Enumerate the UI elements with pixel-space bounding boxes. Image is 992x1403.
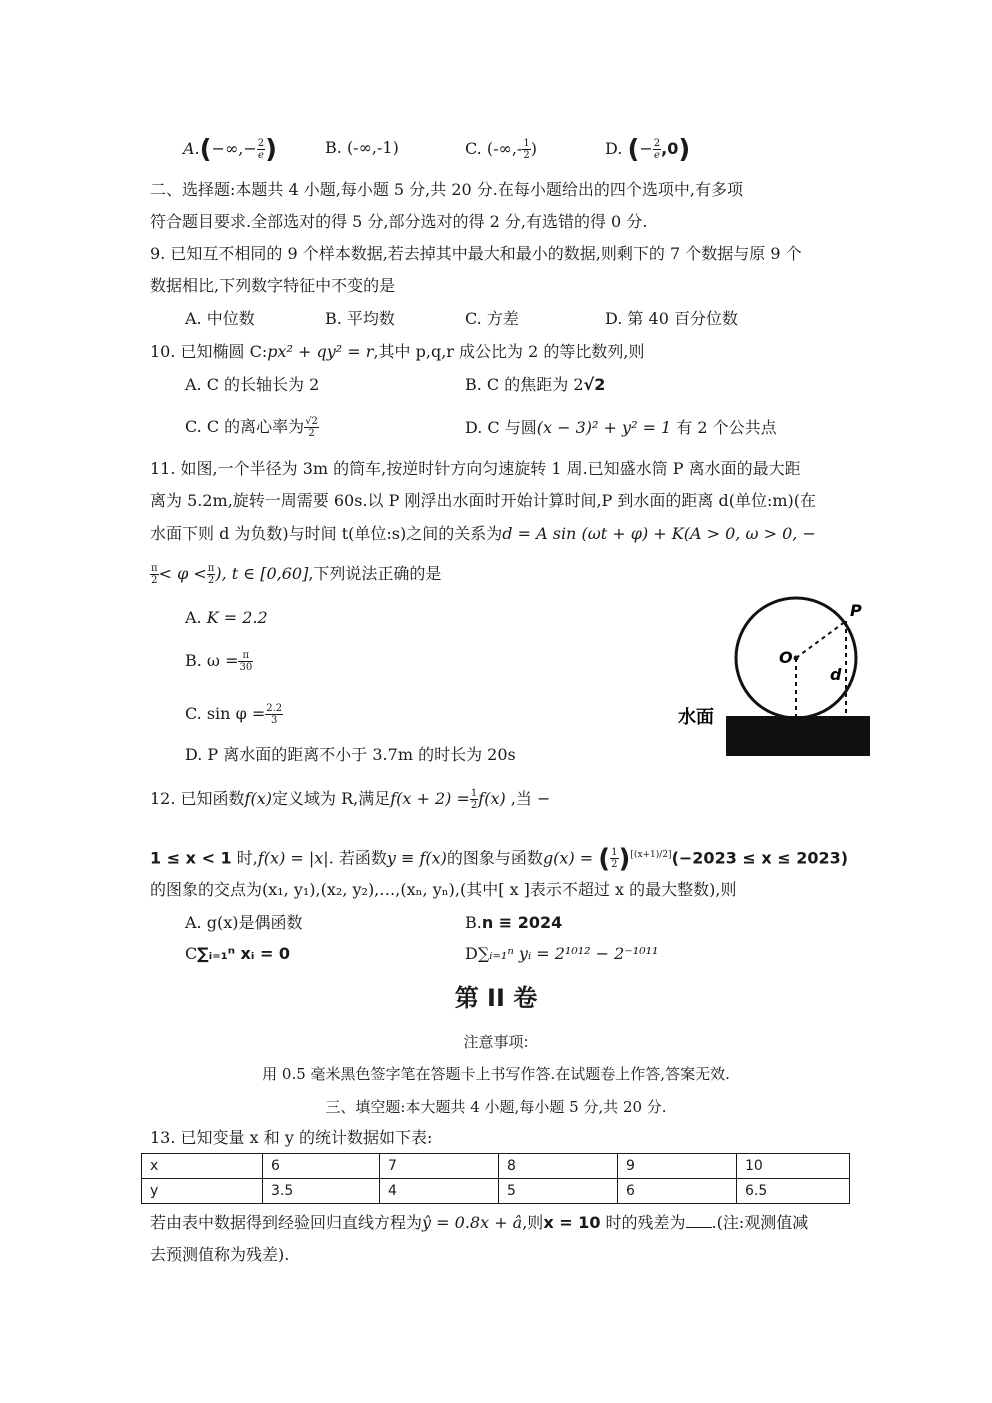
label-o: O bbox=[779, 648, 793, 667]
section3-heading: 三、填空题:本大题共 4 小题,每小题 5 分,共 20 分. bbox=[325, 1098, 667, 1116]
notice-title: 注意事项: bbox=[463, 1033, 529, 1051]
q12-option-b: B.n ≡ 2024 bbox=[465, 913, 563, 932]
q11-line3: 水面下则 d 为负数)与时间 t(单位:s)之间的关系为d = A sin (ωt + φ) + K(A > 0, ω > 0, − bbox=[150, 524, 816, 543]
q9-option-d: D. 第 40 百分位数 bbox=[605, 309, 738, 328]
q13-line3: 去预测值称为残差). bbox=[150, 1245, 290, 1264]
q12-line1: 12. 已知函数f(x)定义域为 R,满足f(x + 2) = $\frac{1}{2}$ f(x) ,当 − bbox=[150, 788, 551, 811]
answer-blank[interactable] bbox=[686, 1213, 712, 1228]
radius-line bbox=[796, 621, 846, 658]
q12-line2: 1 ≤ x < 1 时,f(x) = |x|. 若函数y ≡ f(x)的图象与函数g(x) = ( $\frac{1}{2}$ )[(x+1)/2](−2023 ≤ x ≤ 2023) bbox=[150, 843, 849, 874]
table-row-x bbox=[142, 1154, 850, 1179]
q11-line2: 离为 5.2m,旋转一周需要 60s.以 P 刚浮出水面时开始计算时间,P 到水面的距离 d(单位:m)(在 bbox=[150, 491, 817, 510]
q10-option-d: D. C 与圆(x − 3)² + y² = 1 有 2 个公共点 bbox=[465, 418, 777, 437]
table-row-y bbox=[142, 1179, 850, 1204]
table-cell: 5 bbox=[499, 1179, 618, 1204]
table-cell: 3.5 bbox=[263, 1179, 380, 1204]
notice-text: 用 0.5 毫米黑色签字笔在答题卡上书写作答.在试题卷上作答,答案无效. bbox=[262, 1065, 730, 1083]
q12-option-c: C∑ᵢ₌₁ⁿ xᵢ = 0 bbox=[185, 944, 291, 963]
q11-line1: 11. 如图,一个半径为 3m 的筒车,按逆时针方向匀速旋转 1 周.已知盛水筒 P 离水面的最大距 bbox=[150, 459, 801, 478]
q10-option-a: A. C 的长轴长为 2 bbox=[185, 375, 320, 394]
section2-line1: 二、选择题:本题共 4 小题,每小题 5 分,共 20 分.在每小题给出的四个选项中,有多项 bbox=[150, 180, 743, 199]
table-cell: y bbox=[142, 1179, 263, 1204]
label-p: P bbox=[850, 601, 862, 620]
q8-option-d: D. (− $\frac{2}{e}$ ,0) bbox=[605, 134, 691, 165]
q11-option-a: A. K = 2.2 bbox=[185, 608, 268, 627]
q9-line2: 数据相比,下列数字特征中不变的是 bbox=[150, 276, 396, 295]
q8-option-c: C. (-∞,- $\frac{1}{2}$ ) bbox=[465, 138, 537, 161]
q9-option-c: C. 方差 bbox=[465, 309, 519, 328]
part2-title: 第 II 卷 bbox=[454, 984, 538, 1012]
table-cell: 6 bbox=[263, 1154, 380, 1179]
table-cell: 4 bbox=[380, 1179, 499, 1204]
q8-option-a: A.(−∞,− $\frac{2}{e}$ ) bbox=[183, 134, 278, 165]
q13-stem: 13. 已知变量 x 和 y 的统计数据如下表: bbox=[150, 1128, 433, 1147]
stats-table bbox=[141, 1153, 850, 1204]
q11-option-b: B. ω = $\frac{\pi}{30}$ bbox=[185, 650, 253, 673]
q12-option-a: A. g(x)是偶函数 bbox=[185, 913, 303, 932]
table-cell: 6 bbox=[618, 1179, 737, 1204]
label-d: d bbox=[830, 665, 842, 684]
q10-option-b: B. C 的焦距为 2√2 bbox=[465, 375, 606, 394]
q13-line2: 若由表中数据得到经验回归直线方程为ŷ = 0.8x + â,则x = 10 时的残差为 .(注:观测值减 bbox=[150, 1213, 809, 1232]
table-cell: 7 bbox=[380, 1154, 499, 1179]
q9-option-a: A. 中位数 bbox=[185, 309, 255, 328]
q9-option-b: B. 平均数 bbox=[325, 309, 395, 328]
table-cell: 6.5 bbox=[737, 1179, 850, 1204]
table-cell: x bbox=[142, 1154, 263, 1179]
center-point bbox=[794, 656, 799, 661]
q12-option-d: D∑ᵢ₌₁ⁿ yᵢ = 2¹⁰¹² − 2⁻¹⁰¹¹ bbox=[465, 944, 659, 963]
q10-stem: 10. 已知椭圆 C:px² + qy² = r,其中 p,q,r 成公比为 2 的等比数列,则 bbox=[150, 342, 645, 361]
label-water-surface: 水面 bbox=[678, 707, 714, 728]
q12-line3: 的图象的交点为(x₁, y₁),(x₂, y₂),…,(xₙ, yₙ),(其中[ x ]表示不超过 x 的最大整数),则 bbox=[150, 880, 737, 899]
q8-option-b: B. (-∞,-1) bbox=[325, 138, 399, 157]
q11-option-c: C. sin φ = $\frac{2.2}{3}$ bbox=[185, 703, 283, 726]
table-cell: 8 bbox=[499, 1154, 618, 1179]
q10-option-c: C. C 的离心率为 $\frac{√2}{2}$ bbox=[185, 416, 318, 439]
section2-line2: 符合题目要求.全部选对的得 5 分,部分选对的得 2 分,有选错的得 0 分. bbox=[150, 212, 648, 231]
table-cell: 9 bbox=[618, 1154, 737, 1179]
water-block bbox=[726, 716, 870, 756]
q11-line4: $\frac{\pi}{2}$ < φ < $\frac{\pi}{2}$ ), t ∈ [0,60],下列说法正确的是 bbox=[151, 563, 442, 586]
water-wheel-figure bbox=[672, 596, 877, 761]
q9-line1: 9. 已知互不相同的 9 个样本数据,若去掉其中最大和最小的数据,则剩下的 7 个数据与原 9 个 bbox=[150, 244, 802, 263]
q11-option-d: D. P 离水面的距离不小于 3.7m 的时长为 20s bbox=[185, 745, 516, 764]
table-cell: 10 bbox=[737, 1154, 850, 1179]
